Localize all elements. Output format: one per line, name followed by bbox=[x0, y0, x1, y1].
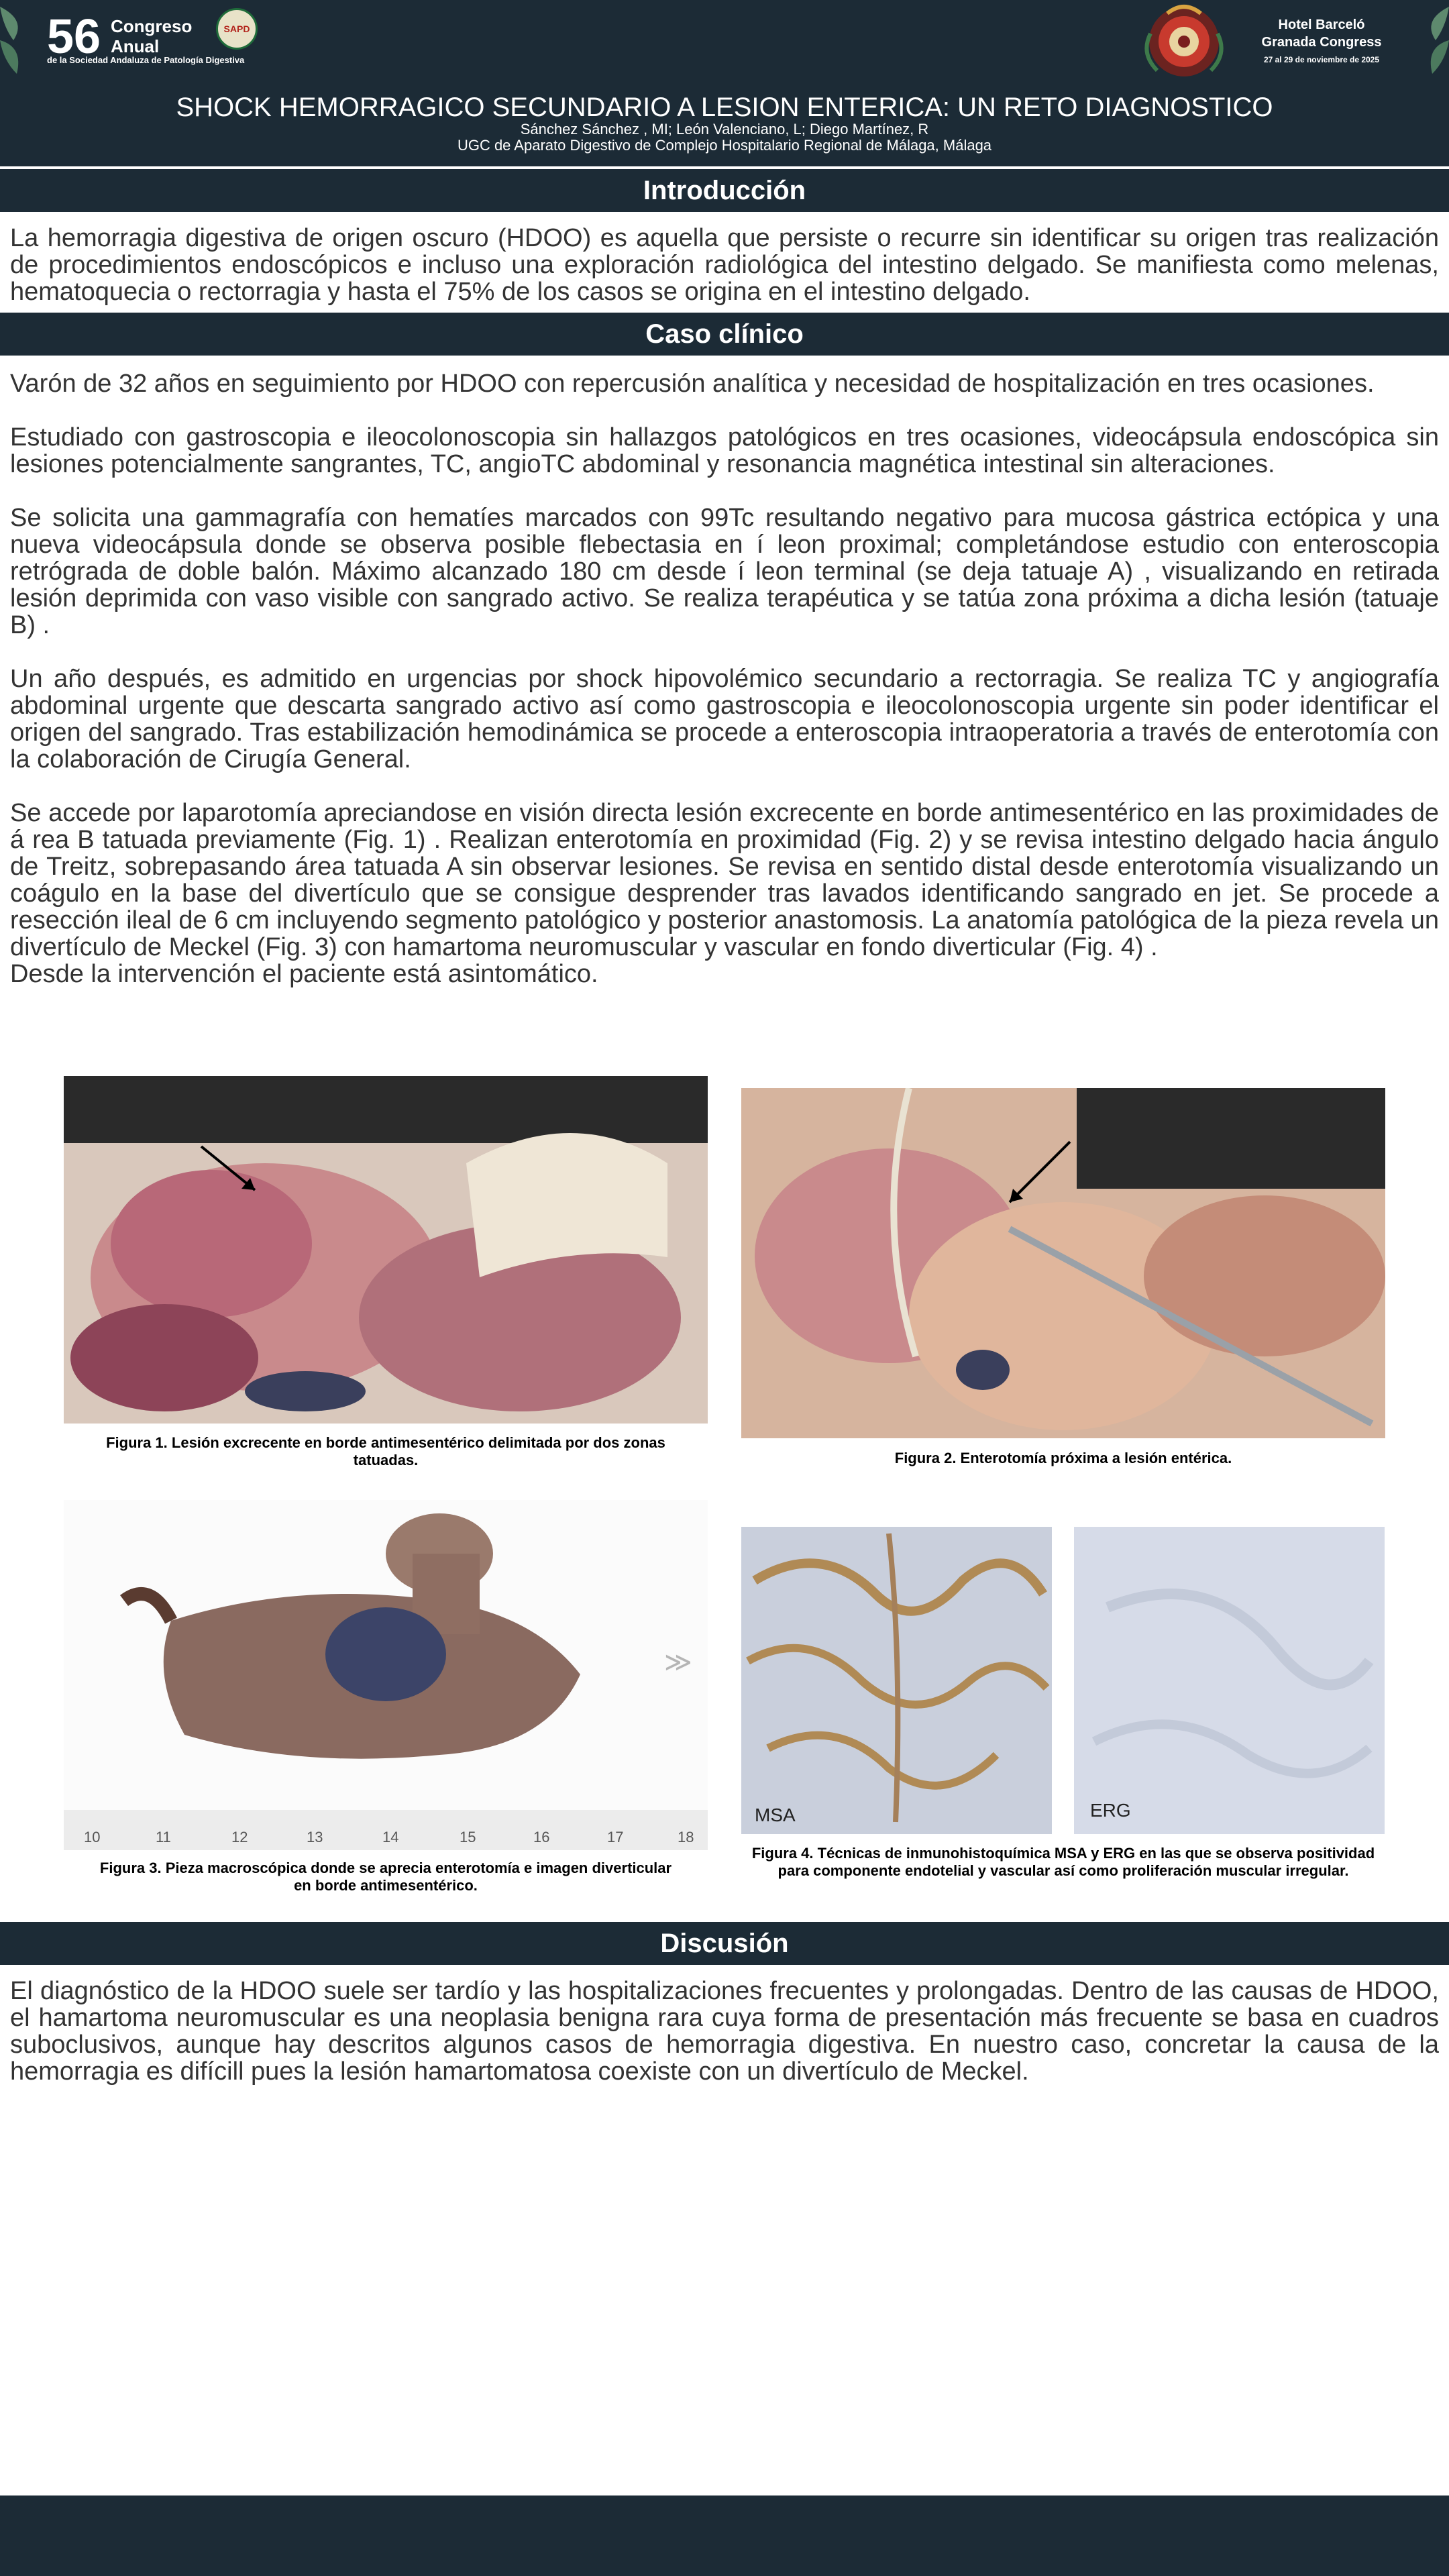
discussion-paragraph: El diagnóstico de la HDOO suele ser tardío y las hospitalizaciones frecuentes y prolongadas. Dentro de las causas de HDOO, el hamartoma neuromuscular es una neoplasia benigna rara cuya forma de presentación más frecuente se basa en cuadros suboclusivos, aunque hay descritos algunos casos de hemorragia digestiva. En nuestro caso, concretar la causa de la hemorragia es difícill pues la lesión hamartomatosa coexiste con un divertículo de Meckel. bbox=[10, 1977, 1439, 2086]
figure-2-caption: Figura 2. Enterotomía próxima a lesión entérica. bbox=[894, 1450, 1232, 1466]
granada-emblem-icon bbox=[1140, 0, 1228, 84]
sapd-logo: SAPD bbox=[216, 8, 258, 50]
ruler bbox=[64, 1825, 708, 1851]
venue-hotel: Hotel Barceló bbox=[1278, 17, 1365, 32]
annual-word: Anual bbox=[111, 36, 160, 56]
ruler-tick-label: 10 bbox=[84, 1829, 101, 1845]
figure-4-caption: Figura 4. Técnicas de inmunohistoquímica MSA y ERG en las que se observa positividad para componente endotelial y vascular así como proliferación muscular irregular. bbox=[751, 1845, 1375, 1879]
figure-2-surgical-photo bbox=[741, 1088, 1385, 1438]
ruler-tick-label: 14 bbox=[382, 1829, 399, 1845]
venue-block bbox=[1248, 16, 1395, 64]
figure-1-surgical-photo bbox=[64, 1076, 708, 1424]
ruler-tick-label: 12 bbox=[231, 1829, 248, 1845]
leaf-decoration-icon bbox=[1409, 0, 1449, 80]
ruler-tick-label: 13 bbox=[307, 1829, 323, 1845]
figure-4-erg-histology bbox=[1074, 1527, 1385, 1834]
case-paragraph: Se accede por laparotomía apreciandose en visión directa lesión excrecente en borde antimesentérico en las proximidades de á rea B tatuada previamente (Fig. 1) . Realizan enterotomía en proximidad (Fig. 2) y se revisa intestino delgado hacia ángulo de Treitz, sobrepasando área tatuada A sin observar lesiones. Se revisa en sentido distal desde enterotomía visualizando un coágulo en la base del divertículo que se consigue desprender tras lavados identificando sangrado en jet. Se procede a resección ileal de 6 cm incluyendo segmento patológico y posterior anastomosis. La anatomía patológica de la pieza revela un divertículo de Meckel (Fig. 3) con hamartoma neuromuscular y vascular en fondo diverticular (Fig. 4) . bbox=[10, 799, 1439, 961]
msa-label: MSA bbox=[755, 1805, 796, 1825]
ruler-tick-label: 16 bbox=[533, 1829, 550, 1845]
ruler-tick-label: 18 bbox=[678, 1829, 694, 1845]
ruler-tick-label: 11 bbox=[156, 1829, 171, 1845]
ruler-tick-label: 17 bbox=[607, 1829, 624, 1845]
ruler-tick-label: 15 bbox=[460, 1829, 476, 1845]
case-paragraph: Se solicita una gammagrafía con hematíes marcados con 99Tc resultando negativo para mucosa gástrica ectópica y una nueva videocápsula donde se observa posible flebectasia en í leon proximal; completándose estudio con enteroscopia retrógrada de doble balón. Máximo alcanzado 180 cm desde í leon terminal (se deja tatuaje A) , visualizando en retirada lesión deprimida con vaso visible con sangrado activo. Se realiza terapéutica y se tatúa zona próxima a dicha lesión (tatuaje B) . bbox=[10, 504, 1439, 639]
poster-footer bbox=[0, 2496, 1449, 2576]
case-text bbox=[10, 370, 1439, 987]
poster-affiliation: UGC de Aparato Digestivo de Complejo Hospitalario Regional de Málaga, Málaga bbox=[457, 137, 992, 154]
erg-label: ERG bbox=[1090, 1800, 1131, 1821]
poster-header bbox=[0, 0, 1449, 166]
introduction-paragraph: La hemorragia digestiva de origen oscuro (HDOO) es aquella que persiste o recurre sin identificar su origen tras realización de procedimientos endoscópicos e incluso una exploración radiológica del intestino delgado. Se manifiesta como melenas, hematoquecia o rectorragia y hasta el 75% de los casos se origina en el intestino delgado. bbox=[10, 224, 1439, 306]
chevron-right-icon: ≫ bbox=[664, 1647, 692, 1678]
figure-3-caption: Figura 3. Pieza macroscópica donde se aprecia enterotomía e imagen diverticular en borde antimesentérico. bbox=[99, 1860, 672, 1894]
society-name: de la Sociedad Andaluza de Patología Digestiva bbox=[47, 55, 245, 65]
case-paragraph: Estudiado con gastroscopia e ileocolonoscopia sin hallazgos patológicos en tres ocasiones, videocápsula endoscópica sin lesiones potencialmente sangrantes, TC, angioTC abdominal y resonancia magnética intestinal sin alteraciones. bbox=[10, 423, 1439, 478]
section-header-case: Caso clínico bbox=[0, 313, 1449, 356]
figure-1-caption: Figura 1. Lesión excrecente en borde antimesentérico delimitada por dos zonas tatuadas. bbox=[106, 1434, 665, 1468]
section-header-introduction: Introducción bbox=[0, 169, 1449, 212]
congress-number: 56 bbox=[47, 10, 101, 64]
discussion-text bbox=[10, 1978, 1439, 2085]
congress-word: Congreso bbox=[111, 16, 193, 36]
figure-4-msa-histology bbox=[741, 1527, 1052, 1834]
leaf-decoration-icon bbox=[0, 0, 40, 80]
case-paragraph: Varón de 32 años en seguimiento por HDOO con repercusión analítica y necesidad de hospitalización en tres ocasiones. bbox=[10, 370, 1375, 398]
introduction-text bbox=[10, 225, 1439, 305]
figure-3-macroscopic-photo bbox=[64, 1500, 708, 1850]
venue-dates: 27 al 29 de noviembre de 2025 bbox=[1263, 55, 1380, 64]
poster-authors: Sánchez Sánchez , MI; León Valenciano, L; Diego Martínez, R bbox=[520, 121, 929, 138]
case-paragraph: Desde la intervención el paciente está asintomático. bbox=[10, 960, 598, 988]
venue-center: Granada Congress bbox=[1261, 35, 1382, 50]
poster-title: SHOCK HEMORRAGICO SECUNDARIO A LESION ENTERICA: UN RETO DIAGNOSTICO bbox=[176, 93, 1273, 122]
section-header-discussion: Discusión bbox=[0, 1922, 1449, 1965]
case-paragraph: Un año después, es admitido en urgencias por shock hipovolémico secundario a rectorragia. Se realiza TC y angiografía abdominal urgente que descarta sangrado activo así como gastroscopia e ileocolonoscopia urgente sin poder identificar el origen del sangrado. Tras estabilización hemodinámica se procede a enteroscopia intraoperatoria a través de enterotomía con la colaboración de Cirugía General. bbox=[10, 665, 1439, 773]
